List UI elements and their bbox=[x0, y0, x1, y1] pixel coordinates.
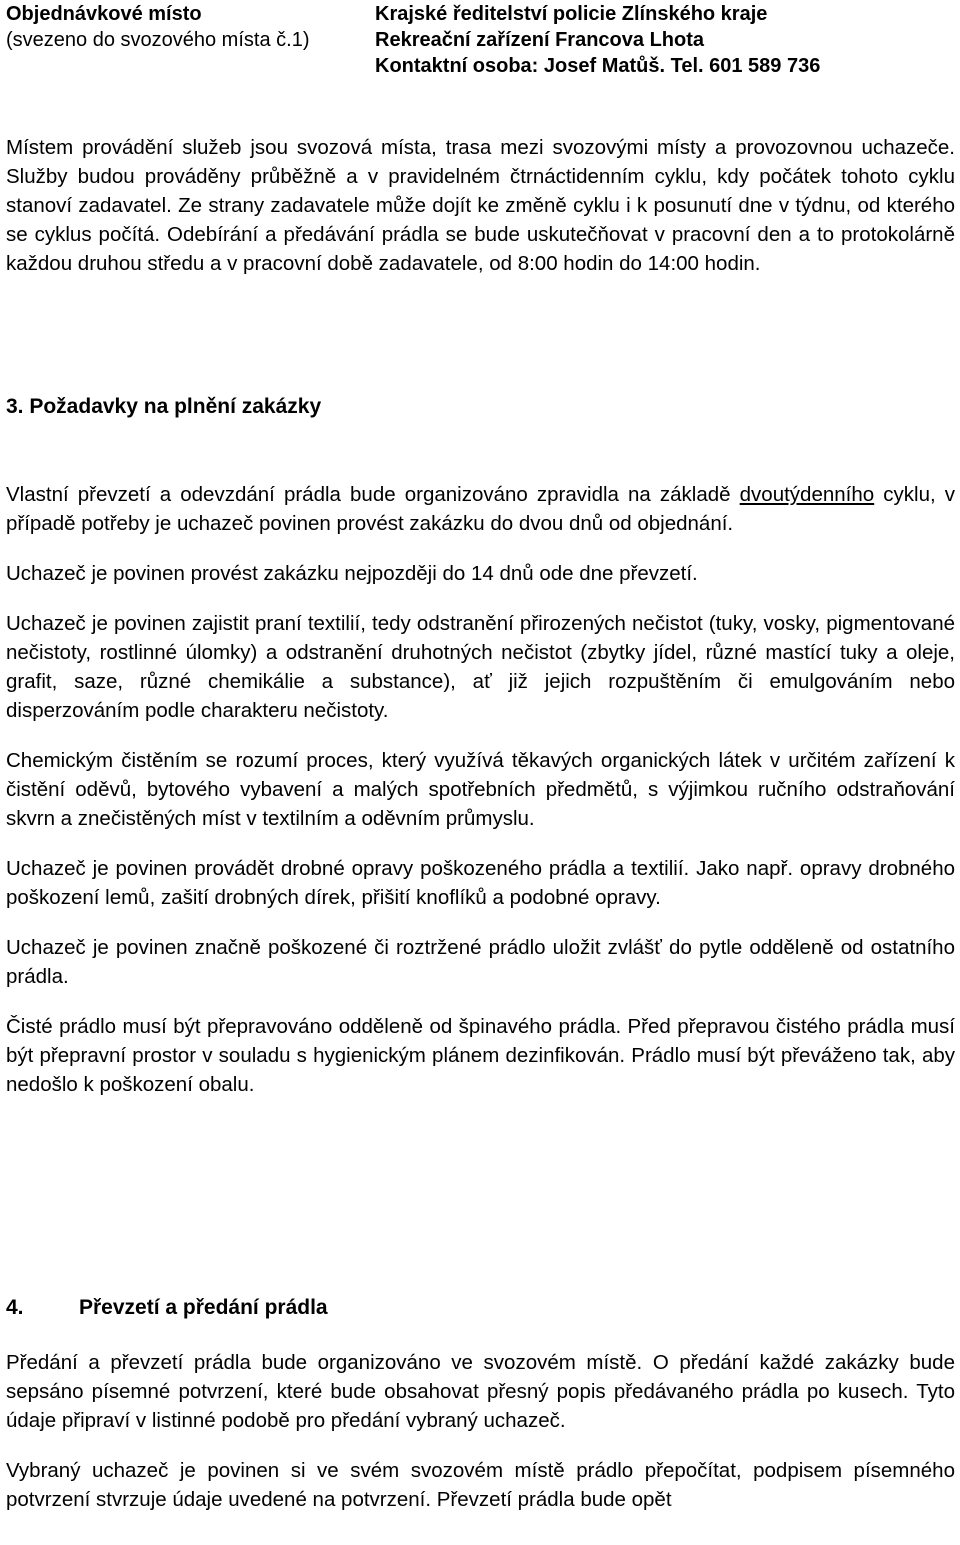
section-4-paragraph-1: Předání a převzetí prádla bude organizováno ve svozovém místě. O předání každé zakázky bude sepsáno písemné potvrzení, které bude obsahovat přesný popis předávaného prádla po kusech. Tyto údaje připraví v listinné podobě pro předání vybraný uchazeč. bbox=[6, 1351, 955, 1432]
section-3-body bbox=[6, 480, 955, 1099]
section-4-title: Převzetí a předání prádla bbox=[79, 1296, 328, 1319]
section-3-paragraph-3: Uchazeč je povinen zajistit praní textilií, tedy odstranění přirozených nečistot (tuky, vosky, pigmentované nečistoty, rostlinné úlomky) a odstranění druhotných nečistot (zbytky jídel, různé mastící tuky a oleje, grafit, saze, různé chemikálie a substance), ať již jejich rozpuštěním či emulgováním nebo disperzováním podle charakteru nečistoty. bbox=[6, 612, 955, 722]
document-header bbox=[6, 0, 956, 80]
facility-name: Rekreační zařízení Francova Lhota bbox=[375, 29, 705, 51]
section-4-heading bbox=[6, 1293, 328, 1322]
paragraph-text: Vlastní převzetí a odevzdání prádla bude organizováno zpravidla na základě bbox=[6, 483, 740, 506]
section-3-paragraph-7: Čisté prádlo musí být přepravováno odděleně od špinavého prádla. Před přepravou čistého prádla musí být přepravní prostor v souladu s hygienickým plánem dezinfikován. Prádlo musí být převáženo tak, aby nedošlo k poškození obalu. bbox=[6, 1015, 955, 1096]
section-3-paragraph-5: Uchazeč je povinen provádět drobné opravy poškozeného prádla a textilií. Jako např. opravy drobného poškození lemů, zašití drobných dírek, přišití knoflíků a podobné opravy. bbox=[6, 857, 955, 909]
section-3-paragraph-2: Uchazeč je povinen provést zakázku nejpozději do 14 dnů ode dne převzetí. bbox=[6, 562, 698, 585]
underlined-term: dvoutýdenního bbox=[739, 483, 875, 506]
organization-name: Krajské ředitelství policie Zlínského kraje bbox=[375, 3, 768, 25]
section-4-paragraph-2: Vybraný uchazeč je povinen si ve svém svozovém místě prádlo přepočítat, podpisem písemného potvrzení stvrzuje údaje uvedené na potvrzení. Převzetí prádla bude opět bbox=[6, 1459, 955, 1511]
header-right bbox=[375, 1, 955, 79]
paragraph-text: cyklu, v případě potřeby je uchazeč povinen provést zakázku do dvou dnů od objednání. bbox=[6, 483, 955, 535]
order-place-label: Objednávkové místo bbox=[6, 3, 202, 25]
section-3-paragraph-4: Chemickým čistěním se rozumí proces, který využívá těkavých organických látek v určitém zařízení k čistění oděvů, bytového vybavení a malých spotřebních předmětů, s výjimkou ručního odstraňování skvrn a znečistěných míst v textilním a oděvním průmyslu. bbox=[6, 749, 955, 830]
header-left bbox=[6, 1, 366, 53]
section-4-number: 4. bbox=[6, 1296, 24, 1319]
section-3-paragraph-6: Uchazeč je povinen značně poškozené či roztržené prádlo uložit zvlášť do pytle odděleně od ostatního prádla. bbox=[6, 936, 955, 988]
intro-paragraph: Místem provádění služeb jsou svozová místa, trasa mezi svozovými místy a provozovnou uchazeče. Služby budou prováděny průběžně a v pravidelném čtrnáctidenním cyklu, kdy počátek tohoto cyklu stanoví zadavatel. Ze strany zadavatele může dojít ke změně cyklu i k posunutí dne v týdnu, od kterého se cyklus počítá. Odebírání a předávání prádla se bude uskutečňovat v pracovní den a to protokolárně každou druhou středu a v pracovní době zadavatele, od 8:00 hodin do 14:00 hodin. bbox=[6, 136, 955, 275]
intro-paragraph-block bbox=[6, 133, 955, 278]
section-3-paragraph-1 bbox=[6, 480, 955, 538]
contact-person: Kontaktní osoba: Josef Matůš. Tel. 601 589 736 bbox=[375, 55, 821, 77]
section-3-heading: 3. Požadavky na plnění zakázky bbox=[6, 395, 322, 418]
order-place-note: (svezeno do svozového místa č.1) bbox=[6, 29, 310, 51]
section-4-body bbox=[6, 1348, 955, 1514]
